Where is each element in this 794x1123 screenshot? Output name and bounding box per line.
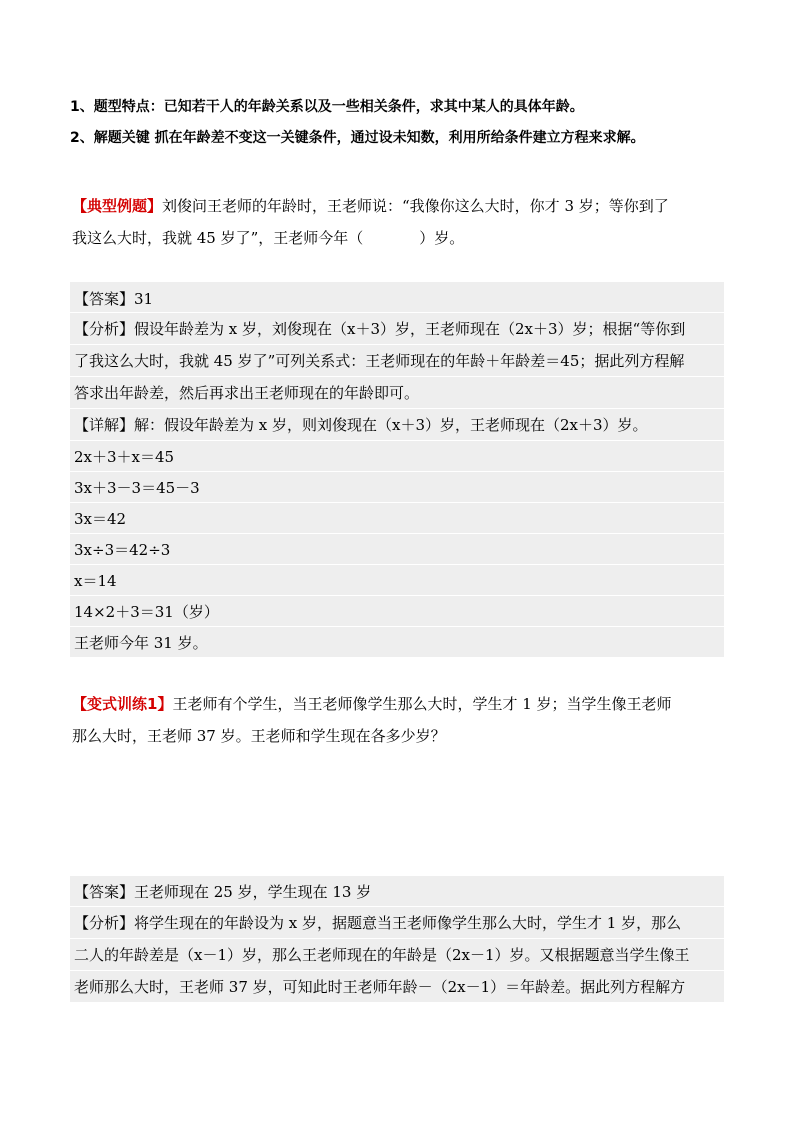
solution-block-2: [70, 876, 724, 1002]
intro-item-2: 2、解题关键 抓在年龄差不变这一关键条件，通过设未知数，利用所给条件建立方程来求解。: [70, 130, 645, 146]
answer-label: 【答案】王老师现在 25 岁，学生现在 13 岁: [74, 883, 372, 901]
answer-label: 【答案】31: [74, 290, 154, 308]
solution-row: [70, 939, 724, 970]
intro-item-1: 1、题型特点：已知若干人的年龄关系以及一些相关条件，求其中某人的具体年龄。: [70, 99, 584, 115]
example-line-1: [72, 196, 669, 216]
analysis-line-1: 【分析】将学生现在的年龄设为 x 岁，据题意当王老师像学生那么大时，学生才 1 岁，那么: [74, 914, 682, 932]
example-text-2a: 我这么大时，我就 45 岁了”，王老师今年（: [72, 229, 364, 247]
conclusion-line: 王老师今年 31 岁。: [74, 634, 208, 652]
practice-line-2: 那么大时，王老师 37 岁。王老师和学生现在各多少岁？: [72, 727, 446, 745]
step-line: 2x＋3＋x＝45: [74, 448, 175, 466]
solution-row: [70, 377, 724, 408]
example-tag: 【典型例题】: [72, 197, 163, 215]
analysis-line-3: 答求出年龄差，然后再求出王老师现在的年龄即可。: [74, 384, 420, 402]
analysis-line-2: 二人的年龄差是（x－1）岁，那么王老师现在的年龄是（2x－1）岁。又根据题意当学生像王: [74, 946, 690, 964]
example-line-2: [72, 228, 464, 248]
solution-row: [70, 971, 724, 1002]
solution-row: [70, 313, 724, 344]
solution-row: [70, 907, 724, 938]
solution-row: [70, 503, 724, 533]
example-text-2b: ）岁。: [419, 229, 465, 247]
solution-row: [70, 534, 724, 564]
step-line: 3x÷3＝42÷3: [74, 541, 171, 559]
example-text-1: 刘俊问王老师的年龄时，王老师说：“我像你这么大时，你才 3 岁；等你到了: [162, 197, 669, 215]
solution-row: [70, 472, 724, 502]
practice-tag: 【变式训练1】: [72, 695, 173, 713]
analysis-line-3: 老师那么大时，王老师 37 岁，可知此时王老师年龄－（2x－1）＝年龄差。据此列方程解方: [74, 978, 686, 996]
analysis-line-1: 【分析】假设年龄差为 x 岁，刘俊现在（x＋3）岁，王老师现在（2x＋3）岁；根据“等你到: [74, 320, 686, 338]
solution-block-1: [70, 282, 724, 657]
solution-row: [70, 441, 724, 471]
solution-row: [70, 409, 724, 440]
solution-row: [70, 596, 724, 626]
solution-row: [70, 345, 724, 376]
step-line: 3x＝42: [74, 510, 127, 528]
analysis-line-2: 了我这么大时，我就 45 岁了”可列关系式：王老师现在的年龄＋年龄差＝45；据此列方程解: [74, 352, 685, 370]
solution-row: [70, 627, 724, 657]
solution-row: [70, 565, 724, 595]
step-line: 3x＋3－3＝45－3: [74, 479, 200, 497]
detail-line: 【详解】解：假设年龄差为 x 岁，则刘俊现在（x＋3）岁，王老师现在（2x＋3）岁。: [74, 416, 648, 434]
practice-line-1: [72, 694, 672, 714]
step-line: x＝14: [74, 572, 117, 590]
solution-row: [70, 876, 724, 906]
solution-row: [70, 282, 724, 312]
step-line: 14×2＋3＝31（岁）: [74, 603, 219, 621]
practice-text-1: 王老师有个学生，当王老师像学生那么大时，学生才 1 岁；当学生像王老师: [172, 695, 672, 713]
